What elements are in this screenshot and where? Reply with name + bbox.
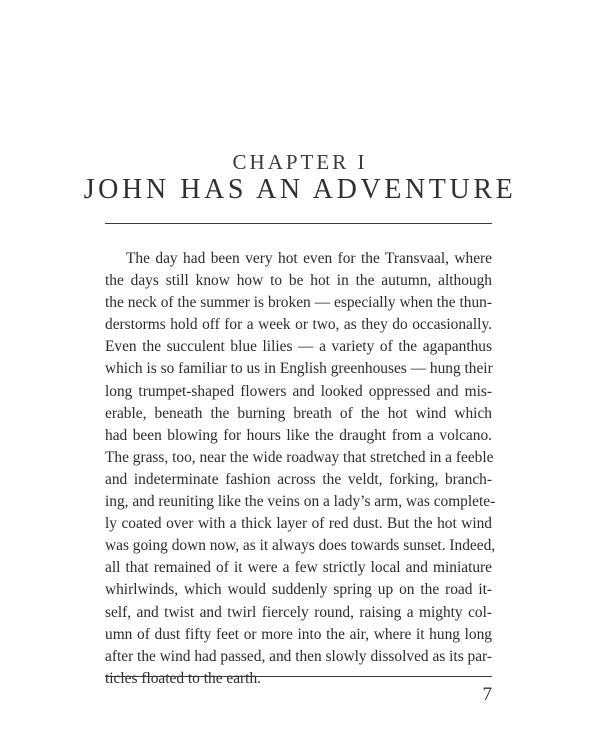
- text-line: the days still know how to be hot in the autumn, although: [105, 272, 492, 290]
- bottom-divider: [105, 676, 492, 677]
- text-line: ticles floated to the earth.: [105, 669, 261, 687]
- text-line: umn of dust fifty feet or more into the air, where it hung long: [105, 625, 492, 643]
- text-line: long trumpet-shaped flowers and looked oppressed and mis-: [105, 382, 492, 400]
- chapter-title: JOHN HAS AN ADVENTURE: [83, 174, 517, 205]
- text-line: and indeterminate fashion across the veldt, forking, branch-: [105, 470, 492, 488]
- text-line: whirlwinds, which would suddenly spring up on the road it-: [105, 581, 492, 599]
- text-line: had been blowing for hours like the draught from a volcano.: [105, 426, 492, 444]
- page-number: 7: [482, 684, 492, 705]
- text-line: was going down now, as it always does towards sunset. Indeed,: [105, 537, 496, 555]
- text-line: all that remained of it were a few strictly local and miniature: [105, 559, 492, 577]
- top-divider: [105, 223, 492, 224]
- text-line: The grass, too, near the wide roadway that stretched in a feeble: [105, 448, 494, 466]
- text-line: the neck of the summer is broken — especially when the thun-: [105, 294, 492, 312]
- text-line: after the wind had passed, and then slowly dissolved as its par-: [105, 647, 492, 665]
- text-line: derstorms hold off for a week or two, as they do occasionally.: [105, 316, 492, 334]
- text-line: self, and twist and twirl fiercely round, raising a mighty col-: [105, 603, 492, 621]
- text-line: Even the succulent blue lilies — a variety of the agapanthus: [105, 338, 492, 356]
- body-paragraph: [105, 248, 496, 690]
- text-line: ing, and reuniting like the veins on a lady’s arm, was complete-: [105, 493, 496, 511]
- text-line: which is so familiar to us in English greenhouses — hung their: [105, 360, 493, 378]
- text-line: ly coated over with a thick layer of red dust. But the hot wind: [105, 515, 492, 533]
- text-line: erable, beneath the burning breath of the hot wind which: [105, 404, 492, 422]
- chapter-number: CHAPTER I: [232, 150, 368, 174]
- text-line: The day had been very hot even for the Transvaal, where: [126, 250, 492, 267]
